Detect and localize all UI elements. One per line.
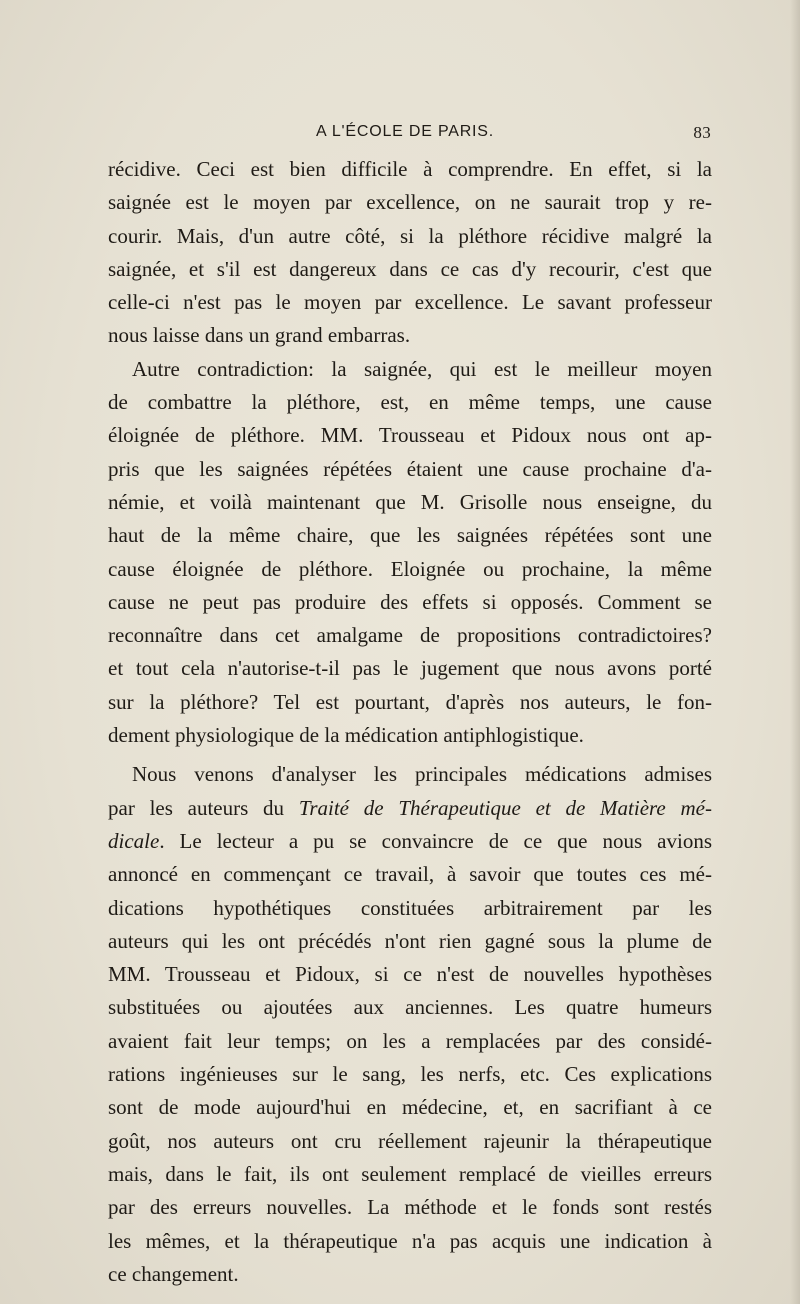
body-text: [108, 153, 712, 1291]
text-line: nous laisse dans un grand embarras.: [108, 323, 411, 348]
text-line: récidive. Ceci est bien difficile à comprendre. En effet, si la: [108, 157, 712, 181]
text-line: de combattre la pléthore, est, en même temps, une cause: [108, 390, 712, 415]
text-line: éloignée de pléthore. MM. Trousseau et Pidoux nous ont ap-: [108, 423, 712, 448]
book-title-italic: de Matière mé-: [565, 795, 712, 820]
text-fragment: par les auteurs du: [108, 795, 299, 820]
page-edge-shadow: [790, 0, 800, 1304]
text-line: cause éloignée de pléthore. Eloignée ou prochaine, la même: [108, 556, 712, 581]
text-line: dications hypothétiques constituées arbitrairement par les: [108, 895, 712, 920]
text-line: Nous venons d'analyser les principales médications admises: [132, 762, 712, 787]
text-line: dement physiologique de la médication antiphlogistique.: [108, 723, 584, 748]
text-line: saignée est le moyen par excellence, on ne saurait trop y re-: [108, 190, 712, 215]
text-line: auteurs qui les ont précédés n'ont rien gagné sous la plume de: [108, 928, 712, 953]
paragraph-1: [108, 153, 712, 353]
text-line: les mêmes, et la thérapeutique n'a pas acquis une indication à: [108, 1228, 712, 1253]
text-line: reconnaître dans cet amalgame de propositions contradictoires?: [108, 623, 712, 648]
text-line: courir. Mais, d'un autre côté, si la pléthore récidive malgré la: [108, 223, 712, 248]
text-line: pris que les saignées répétées étaient une cause prochaine d'a-: [108, 456, 712, 481]
text-fragment: et: [520, 795, 566, 820]
text-line: celle-ci n'est pas le moyen par excellence. Le savant professeur: [108, 290, 712, 315]
text-line: sont de mode aujourd'hui en médecine, et, en sacrifiant à ce: [108, 1095, 712, 1120]
text-line: sur la pléthore? Tel est pourtant, d'après nos auteurs, le fon-: [108, 689, 712, 714]
text-line: avaient fait leur temps; on les a remplacées par des considé-: [108, 1028, 712, 1053]
text-line: et tout cela n'autorise-t-il pas le jugement que nous avons porté: [108, 656, 712, 681]
text-line: par des erreurs nouvelles. La méthode et le fonds sont restés: [108, 1195, 712, 1220]
text-line: mais, dans le fait, ils ont seulement remplacé de vieilles erreurs: [108, 1161, 712, 1186]
text-line-with-title: [108, 825, 712, 858]
text-line: substituées ou ajoutées aux anciennes. Les quatre humeurs: [108, 995, 712, 1020]
text-line: cause ne peut pas produire des effets si opposés. Comment se: [108, 589, 712, 614]
text-line: annoncé en commençant ce travail, à savoir que toutes ces mé-: [108, 862, 712, 887]
text-line: saignée, et s'il est dangereux dans ce cas d'y recourir, c'est que: [108, 256, 712, 281]
text-line: rations ingénieuses sur le sang, les nerfs, etc. Ces explications: [108, 1062, 712, 1087]
text-line: haut de la même chaire, que les saignées répétées sont une: [108, 523, 712, 548]
text-line: Autre contradiction: la saignée, qui est le meilleur moyen: [132, 356, 712, 381]
page-number: 83: [693, 123, 711, 142]
text-line: némie, et voilà maintenant que M. Grisolle nous enseigne, du: [108, 489, 712, 514]
page-header: [108, 123, 711, 147]
text-line: ce changement.: [108, 1261, 239, 1286]
paragraph-2: [108, 353, 712, 753]
book-title-italic: Traité de Thérapeutique: [298, 795, 521, 820]
text-fragment: . Le lecteur a pu se convaincre de ce que nous avions: [159, 828, 712, 853]
book-title-italic: dicale: [108, 828, 160, 853]
text-line-with-title: [108, 792, 712, 825]
running-title: A L'ÉCOLE DE PARIS.: [316, 123, 495, 140]
text-line: MM. Trousseau et Pidoux, si ce n'est de nouvelles hypothèses: [108, 962, 712, 987]
paragraph-3: [108, 758, 712, 1291]
text-line: goût, nos auteurs ont cru réellement rajeunir la thérapeutique: [108, 1128, 712, 1153]
